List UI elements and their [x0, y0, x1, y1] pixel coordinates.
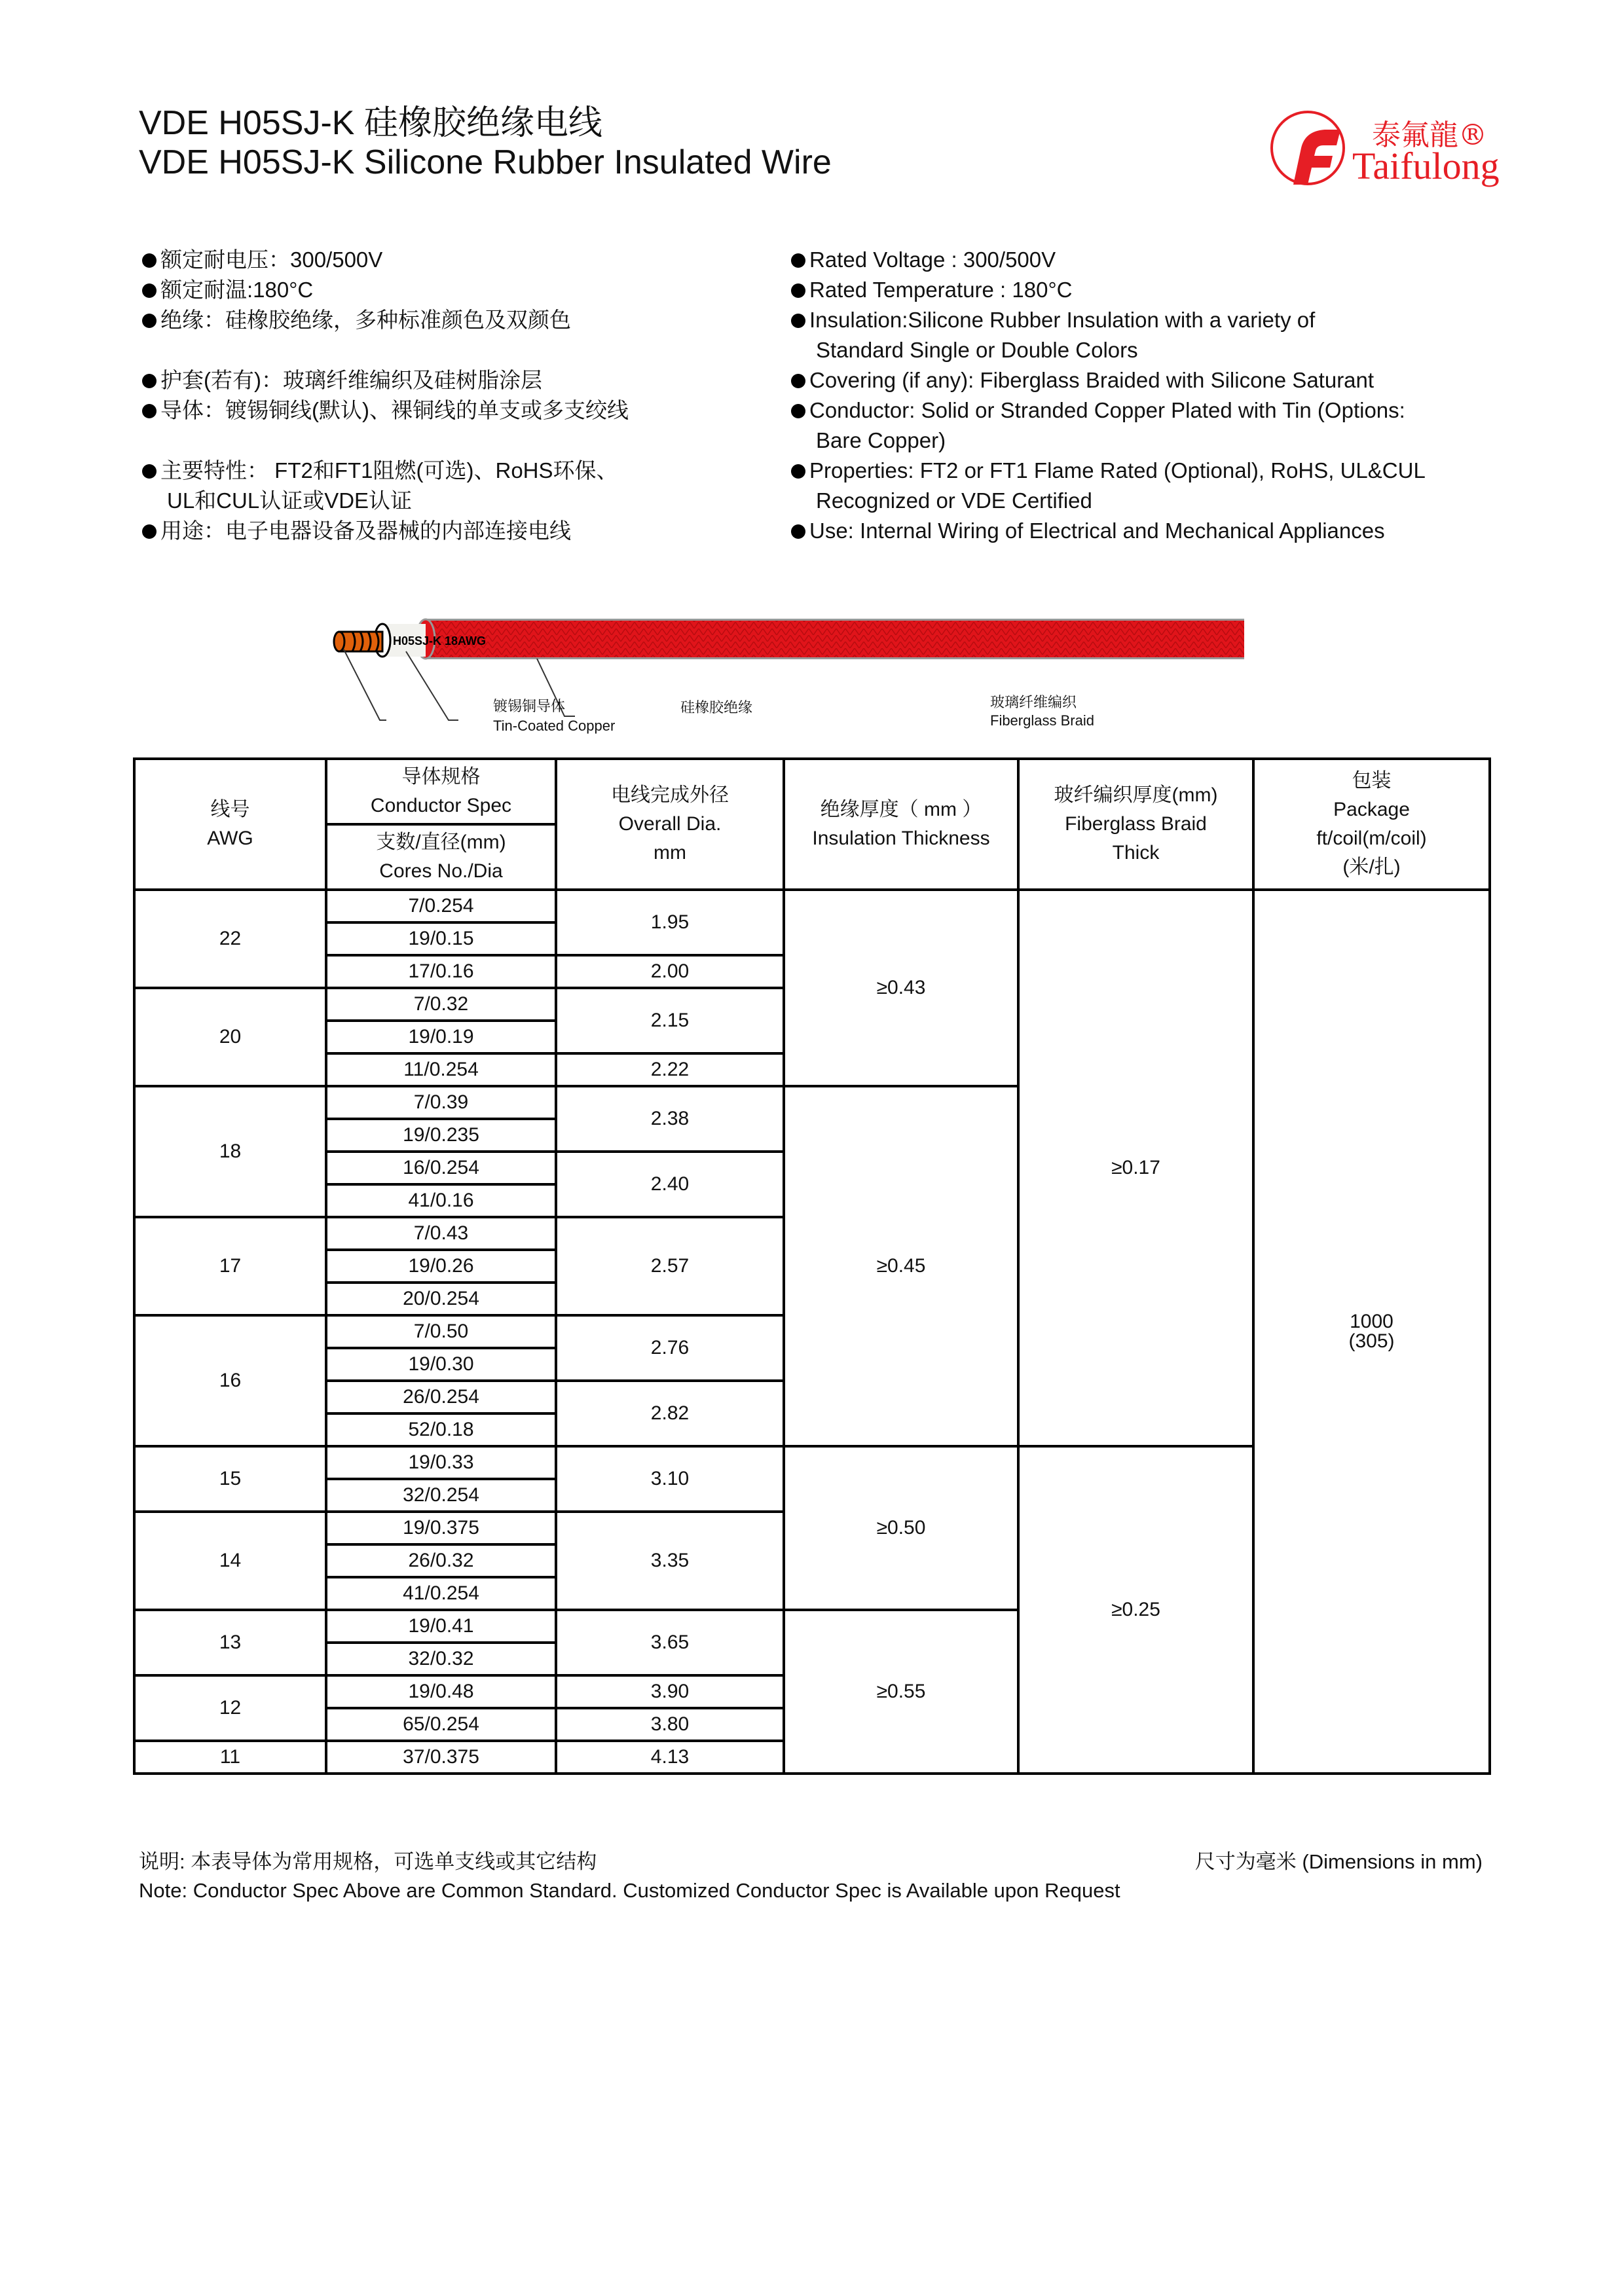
overall-dia-cell: 2.15 — [556, 988, 784, 1053]
cores-cell: 7/0.39 — [326, 1086, 556, 1119]
bullet-icon — [142, 374, 157, 388]
feature-text: 绝缘：硅橡胶绝缘，多种标准颜色及双颜色 — [160, 308, 571, 332]
spec-table — [133, 757, 1491, 1775]
cores-cell: 32/0.254 — [326, 1479, 556, 1512]
feature-text: 额定耐温:180°C — [160, 278, 314, 302]
feature-line — [791, 245, 1426, 275]
cores-cell: 20/0.254 — [326, 1283, 556, 1315]
note-en: Note: Conductor Spec Above are Common Standard. Customized Conductor Spec is Available upon Request — [139, 1879, 1120, 1902]
overall-dia-cell: 3.10 — [556, 1446, 784, 1512]
bullet-icon — [791, 253, 805, 268]
overall-dia-cell: 3.35 — [556, 1512, 784, 1610]
bullet-icon — [142, 524, 157, 539]
taifulong-logo — [1267, 105, 1500, 196]
bullet-icon — [142, 314, 157, 328]
feature-text: 用途：电子电器设备及器械的内部连接电线 — [160, 519, 571, 543]
logo-f-icon — [1267, 107, 1352, 192]
bullet-icon — [791, 283, 805, 298]
feature-line — [142, 456, 629, 486]
bullet-icon — [791, 404, 805, 418]
header-awg: 线号 AWG — [134, 759, 326, 890]
insulation-cell: ≥0.45 — [784, 1086, 1018, 1446]
cores-cell: 16/0.254 — [326, 1152, 556, 1184]
bullet-icon — [142, 253, 157, 268]
logo-text-cn: 泰氟龍® — [1372, 118, 1487, 152]
cores-cell: 26/0.32 — [326, 1544, 556, 1577]
features-en — [791, 245, 1426, 546]
insulation-cell: ≥0.50 — [784, 1446, 1018, 1610]
awg-cell: 11 — [134, 1741, 326, 1774]
title-cn: VDE H05SJ-K 硅橡胶绝缘电线 — [139, 104, 602, 142]
fiberglass-braid — [426, 621, 1244, 657]
cores-cell: 11/0.254 — [326, 1053, 556, 1086]
overall-dia-cell: 4.13 — [556, 1741, 784, 1774]
bullet-icon — [791, 464, 805, 479]
feature-line — [791, 335, 1426, 365]
feature-text: 额定耐电压：300/500V — [160, 247, 383, 272]
braid-cell: ≥0.17 — [1018, 890, 1253, 1446]
overall-dia-cell: 2.22 — [556, 1053, 784, 1086]
conductor-label-en: Tin-Coated Copper — [493, 718, 616, 734]
cores-cell: 52/0.18 — [326, 1413, 556, 1446]
cores-cell: 7/0.32 — [326, 988, 556, 1021]
header-overall-dia: 电线完成外径 Overall Dia. mm — [556, 759, 784, 890]
cores-cell: 19/0.48 — [326, 1675, 556, 1708]
overall-dia-cell: 1.95 — [556, 890, 784, 955]
feature-text: Covering (if any): Fiberglass Braided with Silicone Saturant — [809, 368, 1375, 392]
overall-dia-cell: 2.82 — [556, 1381, 784, 1446]
feature-line — [791, 456, 1426, 486]
cores-cell: 19/0.375 — [326, 1512, 556, 1544]
cores-cell: 26/0.254 — [326, 1381, 556, 1413]
awg-cell: 12 — [134, 1675, 326, 1741]
feature-text: UL和CUL认证或VDE认证 — [167, 488, 413, 513]
overall-dia-cell: 2.38 — [556, 1086, 784, 1152]
awg-cell: 13 — [134, 1610, 326, 1675]
bullet-icon — [142, 404, 157, 418]
cores-cell: 19/0.19 — [326, 1021, 556, 1053]
wire-diagram — [327, 602, 1244, 746]
bullet-icon — [142, 283, 157, 298]
feature-text: Insulation:Silicone Rubber Insulation with a variety of — [809, 308, 1316, 332]
feature-text: Rated Voltage : 300/500V — [809, 247, 1056, 272]
feature-line — [791, 486, 1426, 516]
cores-cell: 19/0.15 — [326, 922, 556, 955]
overall-dia-cell: 2.40 — [556, 1152, 784, 1217]
insulation-cell: ≥0.43 — [784, 890, 1018, 1086]
note-cn: 说明: 本表导体为常用规格，可选单支线或其它结构 — [139, 1850, 597, 1873]
braid-cell: ≥0.25 — [1018, 1446, 1253, 1774]
feature-line — [791, 365, 1426, 395]
braid-label-cn: 玻璃纤维编织 — [990, 694, 1077, 710]
awg-cell: 20 — [134, 988, 326, 1086]
cores-cell: 19/0.26 — [326, 1250, 556, 1283]
cores-cell: 37/0.375 — [326, 1741, 556, 1774]
bullet-icon — [791, 374, 805, 388]
feature-line — [142, 486, 629, 516]
feature-text: 导体：镀锡铜线(默认)、裸铜线的单支或多支绞线 — [160, 398, 629, 422]
overall-dia-cell: 2.00 — [556, 955, 784, 988]
feature-text: Properties: FT2 or FT1 Flame Rated (Optional), RoHS, UL&CUL — [809, 458, 1426, 483]
feature-line — [142, 335, 629, 365]
conductor-label-cn: 镀锡铜导体 — [493, 698, 566, 714]
wire-print: H05SJ-K 18AWG — [393, 634, 487, 647]
feature-text: Use: Internal Wiring of Electrical and Mechanical Appliances — [809, 519, 1385, 543]
bullet-icon — [142, 464, 157, 479]
header-cores: 支数/直径(mm) Cores No./Dia — [326, 824, 556, 890]
cores-cell: 65/0.254 — [326, 1708, 556, 1741]
feature-text: Standard Single or Double Colors — [816, 338, 1138, 362]
cores-cell: 19/0.30 — [326, 1348, 556, 1381]
cores-cell: 19/0.33 — [326, 1446, 556, 1479]
feature-line — [142, 305, 629, 335]
insulation-label-cn: 硅橡胶绝缘 — [680, 699, 753, 716]
overall-dia-cell: 3.65 — [556, 1610, 784, 1675]
feature-line — [791, 275, 1426, 305]
bullet-icon — [791, 314, 805, 328]
feature-line — [142, 275, 629, 305]
header-braid: 玻纤编织厚度(mm) Fiberglass Braid Thick — [1018, 759, 1253, 890]
overall-dia-cell: 3.80 — [556, 1708, 784, 1741]
note-units: 尺寸为毫米 (Dimensions in mm) — [1194, 1850, 1483, 1873]
awg-cell: 18 — [134, 1086, 326, 1217]
feature-line — [791, 516, 1426, 546]
cores-cell: 7/0.50 — [326, 1315, 556, 1348]
cores-cell: 17/0.16 — [326, 955, 556, 988]
header-conductor: 导体规格 Conductor Spec — [326, 759, 556, 824]
cores-cell: 32/0.32 — [326, 1643, 556, 1675]
feature-text: 护套(若有)：玻璃纤维编织及硅树脂涂层 — [160, 368, 542, 392]
cores-cell: 19/0.41 — [326, 1610, 556, 1643]
braid-label-en: Fiberglass Braid — [990, 712, 1094, 729]
feature-line — [142, 365, 629, 395]
feature-line — [142, 516, 629, 546]
insulation-cell: ≥0.55 — [784, 1610, 1018, 1774]
feature-text: Rated Temperature : 180°C — [809, 278, 1073, 302]
features-cn — [142, 245, 629, 546]
header-insulation: 绝缘厚度（ mm ） Insulation Thickness — [784, 759, 1018, 890]
cores-cell: 7/0.43 — [326, 1217, 556, 1250]
feature-line — [142, 395, 629, 426]
bullet-icon — [791, 524, 805, 539]
overall-dia-cell: 3.90 — [556, 1675, 784, 1708]
awg-cell: 22 — [134, 890, 326, 988]
table-row — [134, 890, 1490, 922]
cores-cell: 7/0.254 — [326, 890, 556, 922]
feature-line — [142, 245, 629, 275]
feature-text: Bare Copper) — [816, 428, 946, 452]
overall-dia-cell: 2.57 — [556, 1217, 784, 1315]
awg-cell: 16 — [134, 1315, 326, 1446]
feature-line — [142, 426, 629, 456]
feature-text: 主要特性： FT2和FT1阻燃(可选)、RoHS环保、 — [160, 458, 618, 483]
awg-cell: 14 — [134, 1512, 326, 1610]
title-en: VDE H05SJ-K Silicone Rubber Insulated Wire — [139, 143, 832, 181]
package-cell: 1000 (305) — [1253, 890, 1490, 1774]
logo-text-en: Taifulong — [1352, 145, 1500, 187]
feature-text: Recognized or VDE Certified — [816, 488, 1092, 513]
feature-line — [791, 426, 1426, 456]
cores-cell: 41/0.16 — [326, 1184, 556, 1217]
cores-cell: 41/0.254 — [326, 1577, 556, 1610]
cores-cell: 19/0.235 — [326, 1119, 556, 1152]
feature-text: Conductor: Solid or Stranded Copper Plated with Tin (Options: — [809, 398, 1405, 422]
awg-cell: 15 — [134, 1446, 326, 1512]
feature-line — [791, 305, 1426, 335]
overall-dia-cell: 2.76 — [556, 1315, 784, 1381]
feature-line — [791, 395, 1426, 426]
awg-cell: 17 — [134, 1217, 326, 1315]
header-package: 包装 Package ft/coil(m/coil) (米/扎) — [1253, 759, 1490, 890]
